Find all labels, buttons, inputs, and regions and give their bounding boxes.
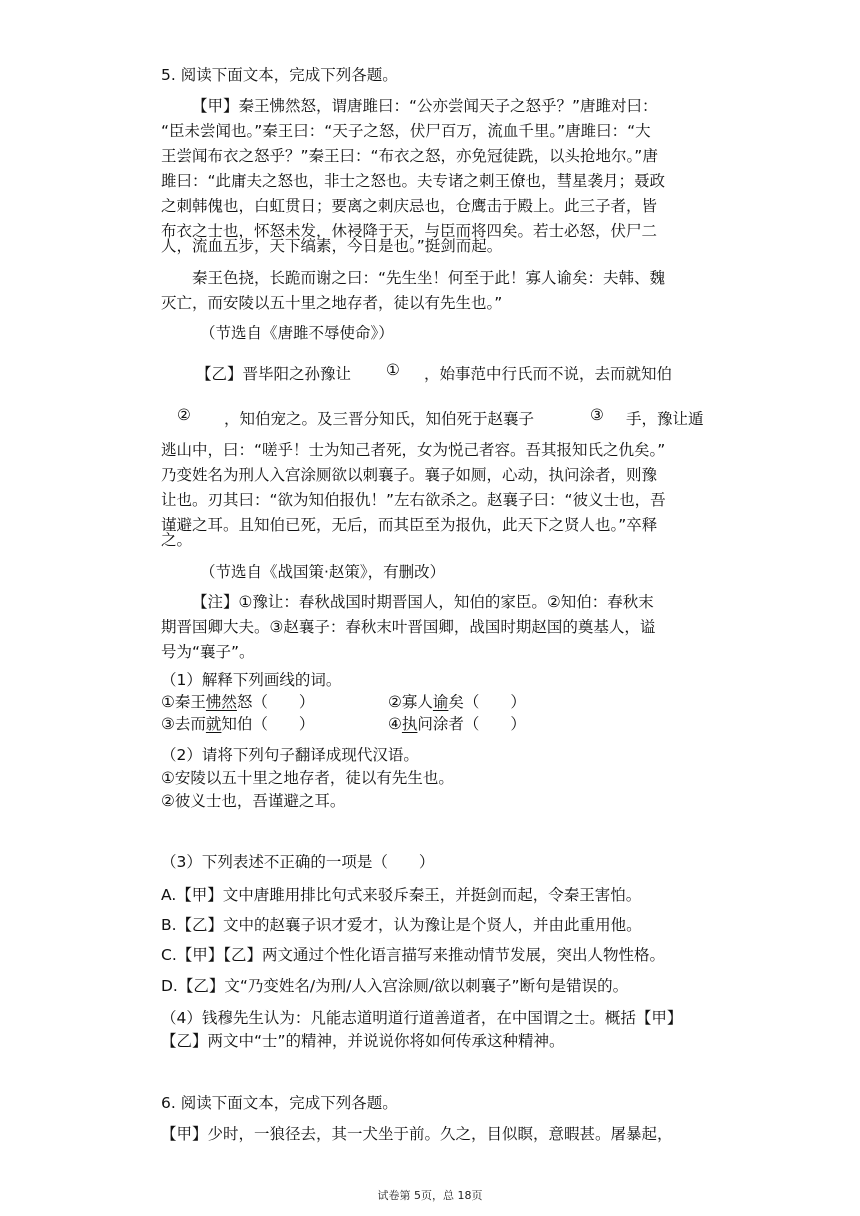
yi-source: （节选自《战国策·赵策》，有删改） — [200, 563, 446, 581]
sub1-title: （1）解释下列画线的词。 — [161, 671, 342, 689]
sub1-item-c — [161, 714, 314, 734]
underlined-word: 执 — [401, 715, 418, 733]
yi-line: 【乙】晋毕阳之孙豫让 — [196, 365, 352, 383]
yi-line: 谨避之耳。且知伯已死，无后，而其臣至为报仇，此天下之贤人也。”卒释 — [161, 516, 658, 534]
sub2-sentence: ②彼义士也，吾谨避之耳。 — [161, 792, 346, 810]
jia-line: 雎曰：“此庸夫之怒也，非士之怒也。夫专诸之刺王僚也，彗星袭月；聂政 — [161, 172, 666, 190]
yi-line: 乃变姓名为刑人入宫涂厕欲以刺襄子。襄子如厕，心动，执问涂者，则豫 — [161, 466, 658, 484]
answer-blank[interactable]: 矣（ ） — [448, 693, 526, 711]
jia-source: （节选自《唐雎不辱使命》） — [200, 324, 394, 342]
jia-line: 人，流血五步，天下缟素，今日是也。”挺剑而起。 — [161, 237, 503, 255]
jia-line: “臣未尝闻也。”秦王曰：“天子之怒，伏尸百万，流血千里。”唐雎曰：“大 — [161, 122, 651, 140]
underlined-word: 怫然 — [205, 693, 237, 711]
sub2-title: （2）请将下列句子翻译成现代汉语。 — [161, 746, 419, 764]
blank-marker-3: ③ — [590, 406, 604, 424]
underlined-word: 谕 — [432, 693, 449, 711]
item-text: ②寡人 — [388, 693, 433, 711]
jia-line: 秦王色挠，长跪而谢之曰：“先生坐！何至于此！寡人谕矣：夫韩、魏 — [192, 269, 666, 287]
jia-line: 之刺韩傀也，白虹贯日；要离之刺庆忌也，仓鹰击于殿上。此三子者，皆 — [161, 197, 658, 215]
yi-line: ，知伯宠之。及三晋分知氏，知伯死于赵襄子 — [224, 410, 535, 428]
jia-line: 布衣之士也，怀怒未发，休祲降于天，与臣而将四矣。若士必怒，伏尸二 — [161, 222, 658, 240]
sub1-item-b — [388, 692, 526, 712]
underlined-word: 就 — [205, 715, 222, 733]
answer-blank[interactable]: 知伯（ ） — [221, 715, 315, 733]
blank-marker-1: ① — [386, 361, 400, 379]
option-c[interactable]: C.【甲】【乙】两文通过个性化语言描写来推动情节发展，突出人物性格。 — [161, 946, 666, 964]
yi-line: 让也。刃其曰：“欲为知伯报仇！”左右欲杀之。赵襄子曰：“彼义士也，吾 — [161, 491, 666, 509]
sub3-title: （3）下列表述不正确的一项是（ ） — [161, 853, 435, 871]
note-line: 【注】①豫让：春秋战国时期晋国人，知伯的家臣。②知伯：春秋末 — [192, 593, 654, 611]
jia-line: 【甲】秦王怫然怒，谓唐雎曰：“公亦尝闻天子之怒乎？”唐雎对曰： — [192, 97, 658, 115]
yi-line: 手，豫让遁 — [626, 410, 704, 428]
option-a[interactable]: A.【甲】文中唐雎用排比句式来驳斥秦王，并挺剑而起，令秦王害怕。 — [161, 886, 642, 904]
sub1-item-a — [161, 692, 314, 712]
yi-line: 逃山中，曰：“嗟乎！士为知己者死，女为悦己者容。吾其报知氏之仇矣。” — [161, 441, 666, 459]
item-text: ③去而 — [161, 715, 206, 733]
page-footer: 试卷第 5页，总 18页 — [377, 1189, 483, 1202]
note-line: 号为“襄子”。 — [161, 643, 255, 661]
sub4-line: 【乙】两文中“士”的精神，并说说你将如何传承这种精神。 — [161, 1032, 565, 1050]
item-text: ①秦王 — [161, 693, 206, 711]
sub4-line: （4）钱穆先生认为：凡能志道明道行道善道者，在中国谓之士。概括【甲】 — [161, 1009, 683, 1027]
option-d[interactable]: D.【乙】文“乃变姓名/为刑/人入宫涂厕/欲以刺襄子”断句是错误的。 — [161, 977, 629, 995]
sub2-sentence: ①安陵以五十里之地存者，徒以有先生也。 — [161, 769, 454, 787]
blank-marker-2: ② — [177, 406, 191, 424]
note-line: 期晋国卿大夫。③赵襄子：春秋末叶晋国卿，战国时期赵国的奠基人，谥 — [161, 618, 656, 636]
jia-line: 王尝闻布衣之怒乎？”秦王曰：“布衣之怒，亦免冠徒跣，以头抢地尔。”唐 — [161, 147, 658, 165]
q5-title: 5. 阅读下面文本，完成下列各题。 — [161, 66, 398, 84]
answer-blank[interactable]: 问涂者（ ） — [417, 715, 526, 733]
answer-blank[interactable]: 怒（ ） — [236, 693, 315, 711]
yi-line: ，始事范中行氏而不说，去而就知伯 — [424, 365, 673, 383]
q6-title: 6. 阅读下面文本，完成下列各题。 — [161, 1094, 398, 1112]
q6-line: 【甲】少时，一狼径去，其一犬坐于前。久之，目似瞑，意暇甚。屠暴起， — [161, 1125, 673, 1143]
option-b[interactable]: B.【乙】文中的赵襄子识才爱才，认为豫让是个贤人，并由此重用他。 — [161, 916, 642, 934]
jia-line: 灭亡，而安陵以五十里之地存者，徒以有先生也。” — [161, 294, 503, 312]
item-text: ④ — [388, 715, 402, 733]
sub1-item-d — [388, 714, 526, 734]
yi-line: 之。 — [161, 531, 193, 549]
